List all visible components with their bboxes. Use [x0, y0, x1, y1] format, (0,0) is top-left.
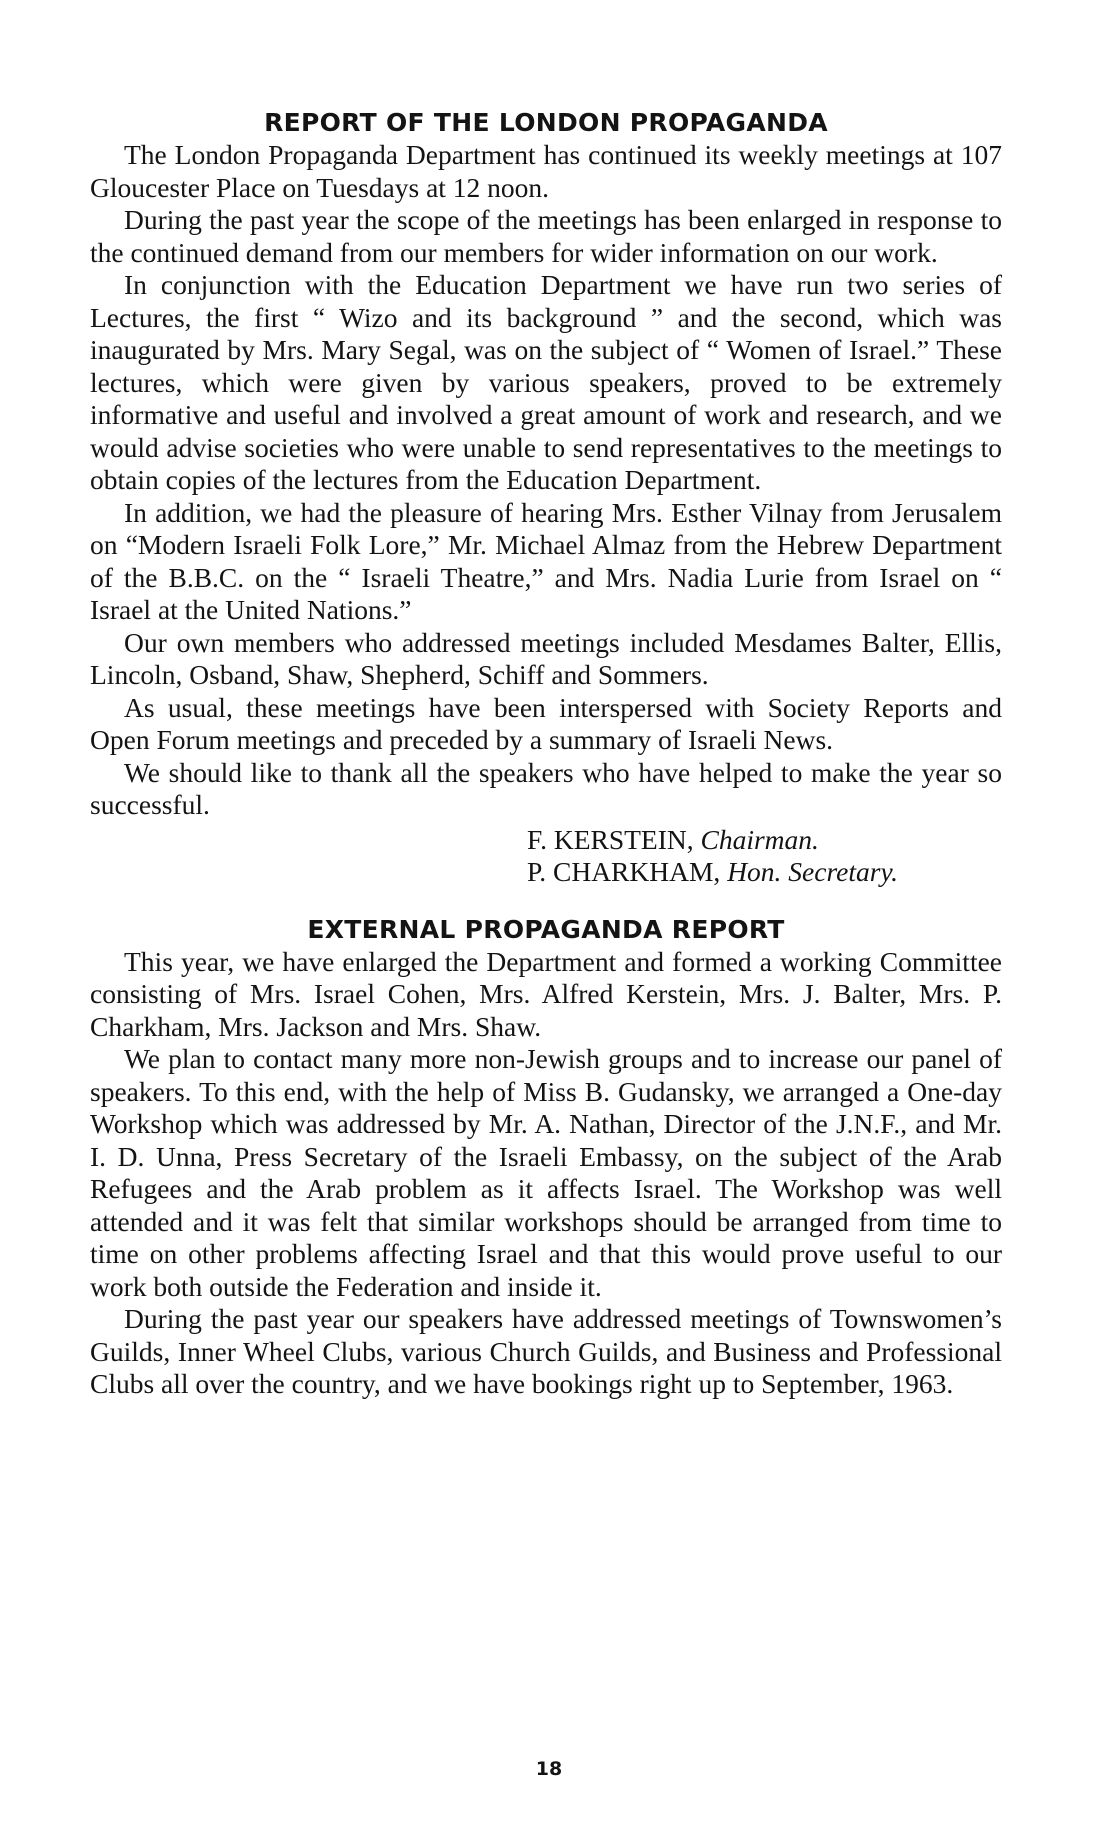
page-number: 18 — [535, 1758, 563, 1780]
external-propaganda-report — [90, 913, 1002, 1401]
report-heading: EXTERNAL PROPAGANDA REPORT — [307, 914, 785, 944]
paragraph: Our own members who addressed meetings included Mesdames Balter, Ellis, Lincoln, Osband, Shaw, Shepherd, Schiff and Sommers. — [90, 626, 1002, 690]
paragraph: In addition, we had the pleasure of hearing Mrs. Esther Vilnay from Jerusalem on “Modern Israeli Folk Lore,” Mr. Michael Almaz from the Hebrew Department of the B.B.C. on the “ Israeli Theatre,” and Mrs. Nadia Lurie from Israel on “ Israel at the United Nations.” — [90, 496, 1002, 625]
paragraph: This year, we have enlarged the Department and formed a working Committee consisting of Mrs. Israel Cohen, Mrs. Alfred Kerstein, Mrs. J. Balter, Mrs. P. Charkham, Mrs. Jackson and Mrs. Shaw. — [90, 945, 1002, 1042]
paragraph: As usual, these meetings have been interspersed with Society Reports and Open Forum meetings and preceded by a summary of Israeli News. — [90, 691, 1002, 755]
paragraph: In conjunction with the Education Department we have run two series of Lectures, the first “ Wizo and its background ” and the second, which was inaugurated by Mrs. Mary Segal, was on the subject of “ Women of Israel.” These lectures, which were given by various speakers, proved to be extremely informative and useful and involved a great amount of work and research, and we would advise societies who were unable to send representatives to the meetings to obtain copies of the lectures from the Education Department. — [90, 269, 1002, 495]
paragraph: We should like to thank all the speakers who have helped to make the year so successful. — [90, 756, 1002, 820]
paragraph: We plan to contact many more non-Jewish groups and to increase our panel of speakers. To this end, with the help of Miss B. Gudansky, we arranged a One-day Workshop which was addressed by Mr. A. Nathan, Director of the J.N.F., and Mr. I. D. Unna, Press Secretary of the Israeli Embassy, on the subject of the Arab Refugees and the Arab problem as it affects Israel. The Workshop was well attended and it was felt that similar workshops should be arranged from time to time on other problems affecting Israel and that this would prove useful to our work both outside the Federation and inside it. — [90, 1043, 1002, 1302]
signature-name: F. KERSTEIN, — [527, 823, 694, 855]
signature-title: Hon. Secretary. — [727, 856, 899, 887]
paragraph: During the past year our speakers have addressed meetings of Townswomen’s Guilds, Inner Wheel Clubs, various Church Guilds, and Business and Professional Clubs all over the country, and we have bookings right up to September, 1963. — [90, 1303, 1002, 1399]
paragraph: During the past year the scope of the meetings has been enlarged in response to the continued demand from our members for wider information on our work. — [90, 204, 1002, 268]
paragraph: The London Propaganda Department has continued its weekly meetings at 107 Gloucester Place on Tuesdays at 12 noon. — [90, 139, 1002, 203]
signature-title: Chairman. — [700, 823, 819, 855]
signature-name: P. CHARKHAM, — [527, 856, 721, 887]
signature-secretary — [527, 856, 1002, 889]
signature-chairman — [527, 824, 1002, 857]
report-heading: REPORT OF THE LONDON PROPAGANDA — [264, 108, 828, 137]
document-page — [90, 106, 1002, 1401]
london-propaganda-report — [90, 106, 1002, 889]
